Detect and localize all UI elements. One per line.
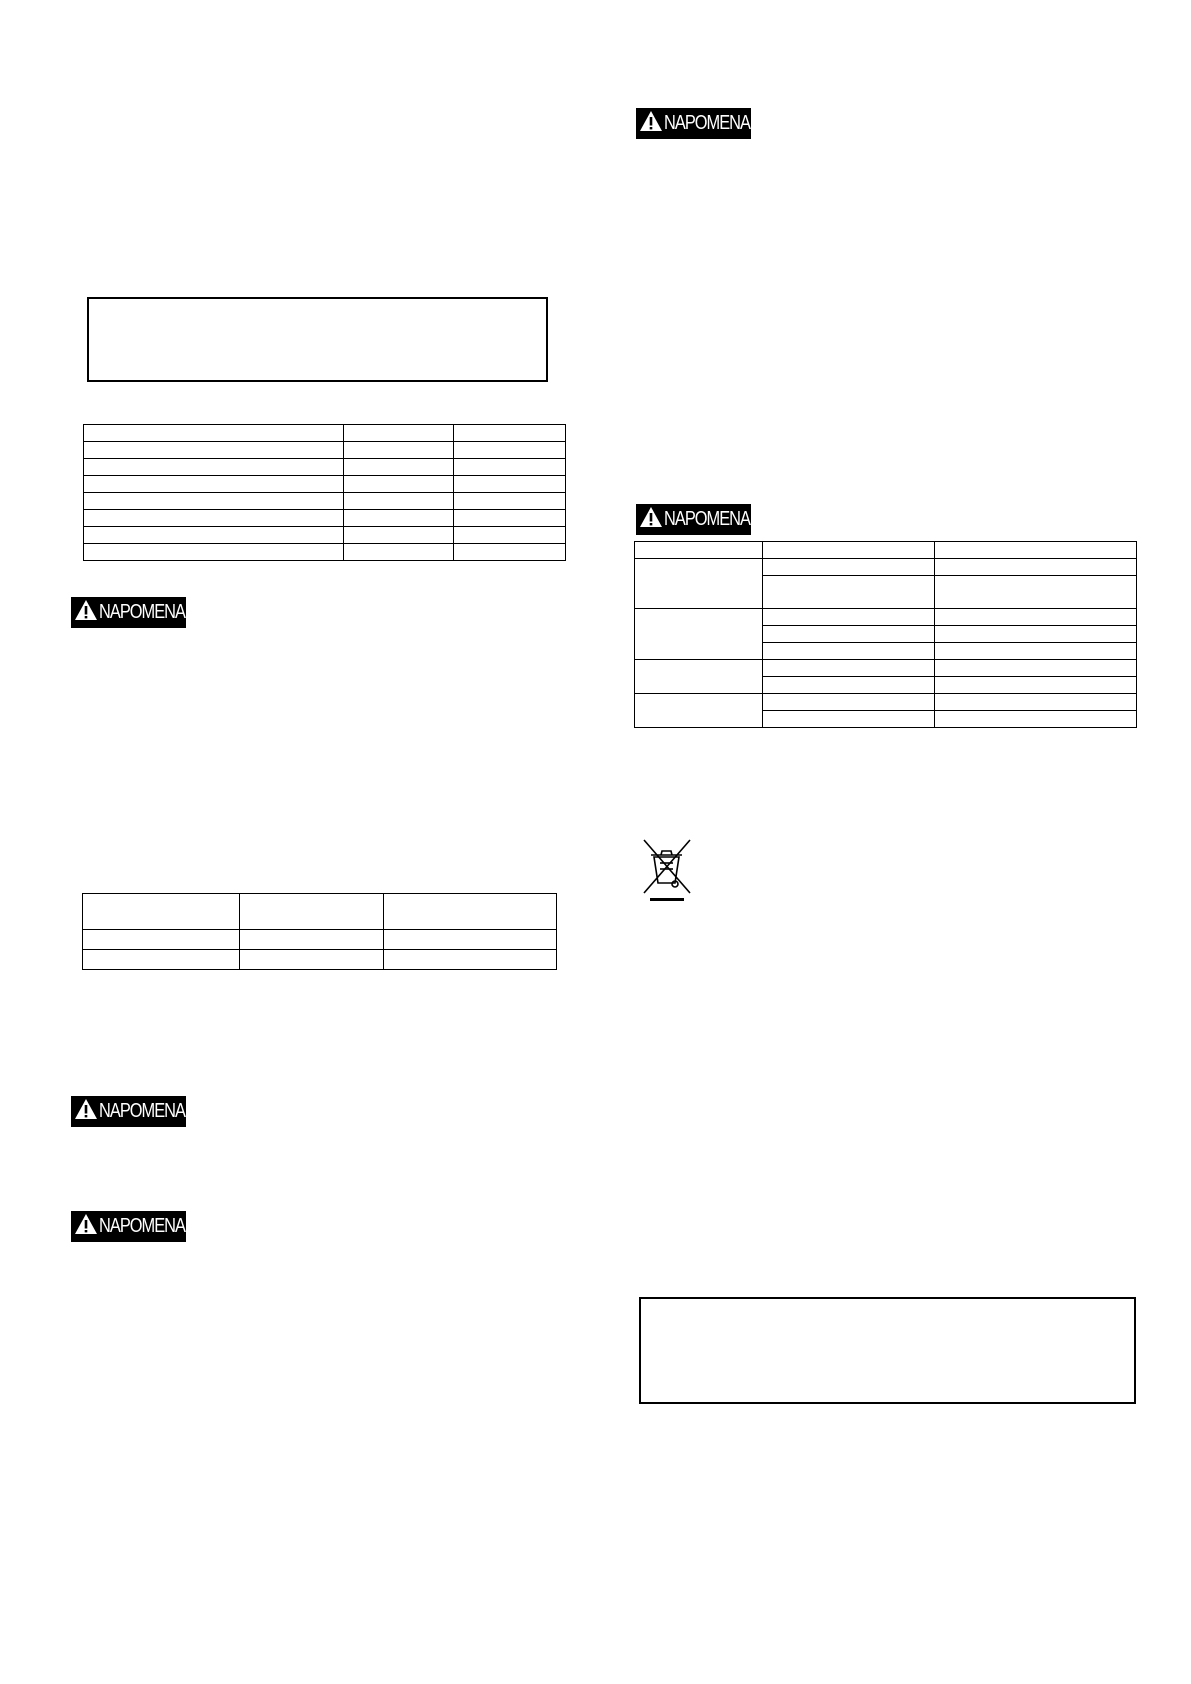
table-row xyxy=(84,459,566,476)
table-row xyxy=(84,527,566,544)
note-box-left xyxy=(87,297,548,382)
info-table xyxy=(82,893,557,970)
table-row xyxy=(635,542,1137,559)
warning-label: NAPOMENA xyxy=(99,1215,185,1237)
warning-label: NAPOMENA xyxy=(99,1100,185,1122)
warning-triangle-icon xyxy=(639,505,663,534)
spec-table xyxy=(83,424,566,561)
note-box-right xyxy=(639,1297,1136,1404)
table-row xyxy=(635,559,1137,576)
table-row xyxy=(635,660,1137,677)
warning-badge xyxy=(71,597,186,628)
grouped-table xyxy=(634,541,1137,728)
warning-label: NAPOMENA xyxy=(664,508,750,530)
warning-triangle-icon xyxy=(74,598,98,627)
table-row xyxy=(635,694,1137,711)
crossed-out-bin-icon xyxy=(641,837,693,903)
warning-label: NAPOMENA xyxy=(664,112,750,134)
warning-label: NAPOMENA xyxy=(99,601,185,623)
warning-badge xyxy=(636,108,751,139)
table-row xyxy=(84,442,566,459)
warning-triangle-icon xyxy=(74,1212,98,1241)
table-row xyxy=(83,894,557,930)
table-row xyxy=(84,544,566,561)
warning-triangle-icon xyxy=(639,109,663,138)
table-row xyxy=(84,476,566,493)
table-row xyxy=(83,930,557,950)
table-row xyxy=(635,609,1137,626)
table-row xyxy=(84,493,566,510)
warning-badge xyxy=(71,1211,186,1242)
warning-badge xyxy=(636,504,751,535)
table-row xyxy=(83,950,557,970)
warning-triangle-icon xyxy=(74,1097,98,1126)
table-row xyxy=(84,425,566,442)
warning-badge xyxy=(71,1096,186,1127)
table-row xyxy=(84,510,566,527)
